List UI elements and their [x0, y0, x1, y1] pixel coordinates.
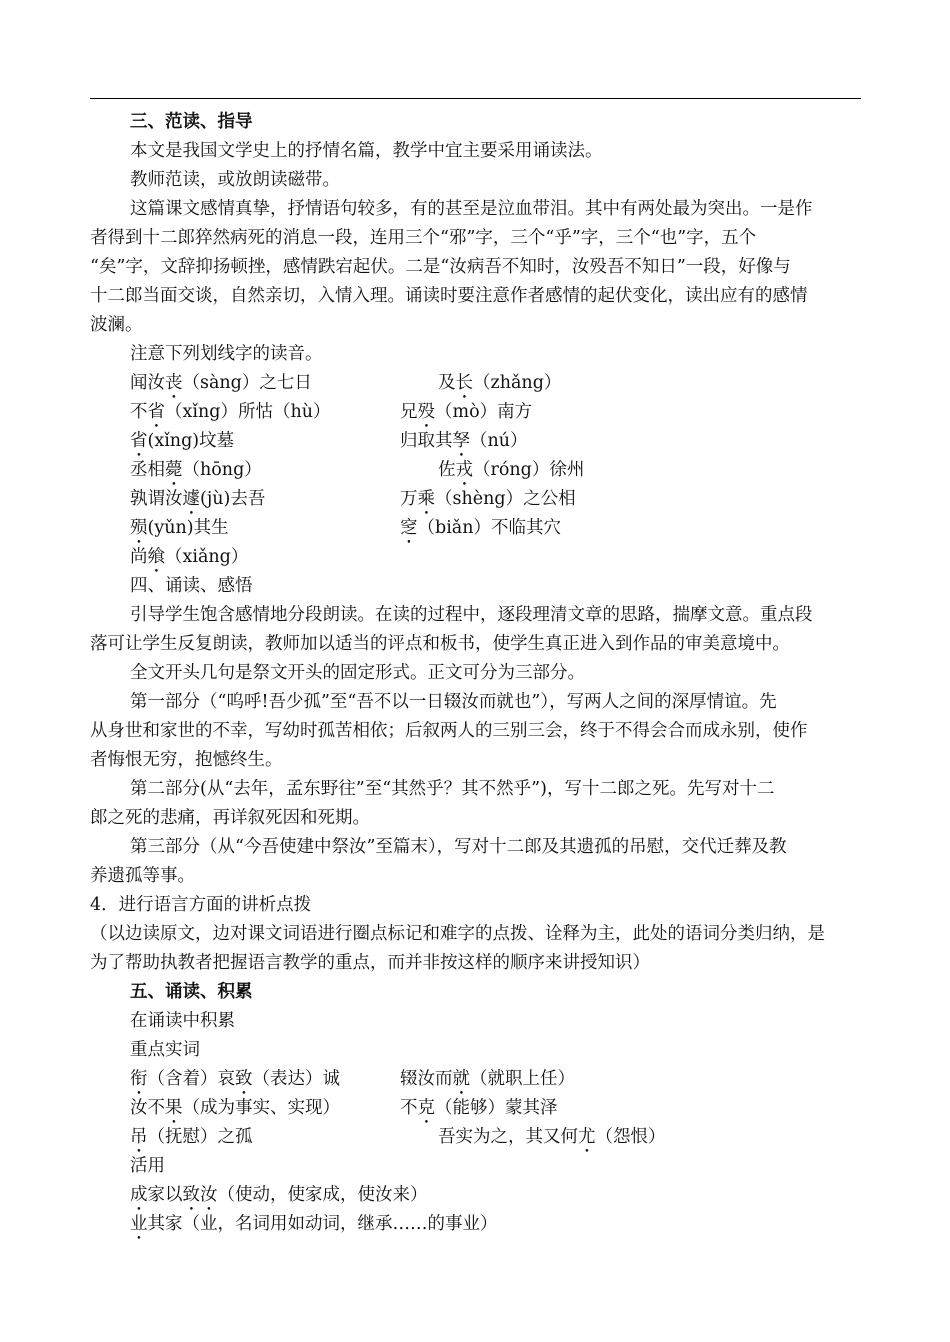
- pron-item: 及长（zhǎng）: [438, 373, 562, 393]
- pron-item: 丞相薨（hōng）: [130, 460, 262, 480]
- paragraph: 教师范读，或放朗读磁带。: [130, 170, 340, 190]
- paragraph-line: 第一部分（“呜呼!吾少孤”至“吾不以一日辍汝而就也”），写两人之间的深厚情谊。先: [130, 692, 777, 712]
- paragraph-line: 波澜。: [90, 315, 143, 335]
- pron-item: 万乘（shèng）之公相: [400, 489, 576, 509]
- paragraph: 全文开头几句是祭文开头的固定形式。正文可分为三部分。: [130, 663, 585, 683]
- pron-item: 窆（biǎn）不临其穴: [400, 518, 562, 538]
- word-item: 吾实为之，其又何尤（怨恨）: [438, 1127, 666, 1147]
- usage-item: 业其家（业，名词用如动词，继承……的事业）: [130, 1214, 498, 1234]
- word-item: 吊（抚慰）之孤: [130, 1127, 253, 1147]
- note-line: （以边读原文，边对课文词语进行圈点标记和难字的点拨、诠释为主，此处的语词分类归纳，是: [90, 924, 825, 944]
- word-item: 不克（能够）蒙其泽: [400, 1098, 558, 1118]
- note-line: 为了帮助执教者把握语言教学的重点，而并非按这样的顺序来讲授知识）: [90, 953, 650, 973]
- pron-item: 孰谓汝遽(jù)去吾: [130, 489, 266, 509]
- pron-item: 尚飨（xiǎng）: [130, 547, 249, 567]
- paragraph-line: 引导学生饱含感情地分段朗读。在读的过程中，逐段理清文章的思路，揣摩文意。重点段: [130, 605, 813, 625]
- section-heading: 三、范读、指导: [130, 112, 253, 132]
- paragraph: 注意下列划线字的读音。: [130, 344, 323, 364]
- paragraph-line: 第三部分（从“今吾使建中祭汝”至篇末），写对十二郎及其遗孤的吊慰，交代迁葬及教: [130, 837, 787, 857]
- paragraph-line: 者悔恨无穷，抱憾终生。: [90, 750, 283, 770]
- pron-item: 殒(yǔn)其生: [130, 518, 229, 538]
- subheading: 重点实词: [130, 1040, 200, 1060]
- paragraph-line: “矣”字，文辞抑扬顿挫，感情跌宕起伏。二是“汝病吾不知时，汝殁吾不知日”一段，好像与: [90, 257, 791, 277]
- pron-item: 不省（xǐng）所怙（hù）: [130, 402, 331, 422]
- pron-item: 省(xǐng)坟墓: [130, 431, 235, 451]
- pron-item: 兄殁（mò）南方: [400, 402, 533, 422]
- header-rule: [90, 98, 861, 99]
- pron-item: 佐戎（róng）徐州: [438, 460, 585, 480]
- section-heading: 五、诵读、积累: [130, 982, 253, 1002]
- word-item: 辍汝而就（就职上任）: [400, 1069, 575, 1089]
- word-item: 衔（含着）哀致（表达）诚: [130, 1069, 340, 1089]
- paragraph: 本文是我国文学史上的抒情名篇，教学中宜主要采用诵读法。: [130, 141, 603, 161]
- paragraph-line: 郎之死的悲痛，再详叙死因和死期。: [90, 808, 370, 828]
- paragraph-line: 从身世和家世的不幸，写幼时孤苦相依；后叙两人的三别三会，终于不得会合而成永别，使作: [90, 721, 808, 741]
- subheading: 活用: [130, 1156, 165, 1176]
- subsection-title: 4．进行语言方面的讲析点拨: [90, 895, 312, 915]
- pron-item: 闻汝丧（sàng）之七日: [130, 373, 312, 393]
- paragraph-line: 养遗孤等事。: [90, 866, 195, 886]
- paragraph-line: 十二郎当面交谈，自然亲切，入情入理。诵读时要注意作者感情的起伏变化，读出应有的感情: [90, 286, 808, 306]
- subheading: 在诵读中积累: [130, 1011, 235, 1031]
- pron-item: 归取其孥（nú）: [400, 431, 528, 451]
- paragraph-line: 第二部分(从“去年，孟东野往”至“其然乎？其不然乎”)，写十二郎之死。先写对十二: [130, 779, 775, 799]
- paragraph-line: 落可让学生反复朗读，教师加以适当的评点和板书，使学生真正进入到作品的审美意境中。: [90, 634, 790, 654]
- usage-item: 成家以致汝（使动，使家成，使汝来）: [130, 1185, 428, 1205]
- paragraph-line: 这篇课文感情真挚，抒情语句较多，有的甚至是泣血带泪。其中有两处最为突出。一是作: [130, 199, 813, 219]
- word-item: 汝不果（成为事实、实现）: [130, 1098, 340, 1118]
- section-heading: 四、诵读、感悟: [130, 576, 253, 596]
- paragraph-line: 者得到十二郎猝然病死的消息一段，连用三个“邪”字，三个“乎”字，三个“也”字，五个: [90, 228, 757, 248]
